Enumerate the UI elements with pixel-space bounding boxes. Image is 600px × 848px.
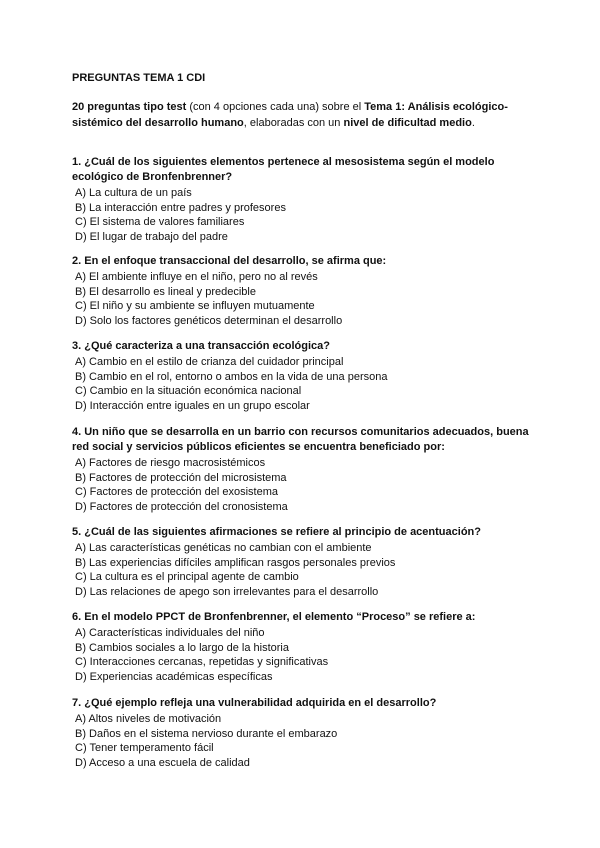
answer-option: C) El sistema de valores familiares bbox=[75, 216, 245, 229]
answer-option: A) Características individuales del niño bbox=[75, 627, 265, 639]
answer-option: B) El desarrollo es lineal y predecible bbox=[75, 285, 256, 298]
answer-option: A) Altos niveles de motivación bbox=[75, 713, 222, 725]
document-title: PREGUNTAS TEMA 1 CDI bbox=[72, 72, 206, 84]
intro-part6: . bbox=[471, 117, 475, 129]
question-title: 3. ¿Qué caracteriza a una transacción ecológica? bbox=[72, 340, 330, 352]
intro-part2: (con 4 opciones cada una) sobre el bbox=[186, 101, 365, 113]
answer-option: C) Cambio en la situación económica nacional bbox=[75, 385, 302, 398]
answer-option: B) Factores de protección del microsistema bbox=[75, 471, 287, 484]
answer-option: A) Las características genéticas no cambian con el ambiente bbox=[75, 542, 372, 554]
answer-option: D) Las relaciones de apego son irrelevantes para el desarrollo bbox=[75, 586, 379, 599]
intro-part1: 20 preguntas tipo test bbox=[72, 101, 187, 113]
question-5 bbox=[72, 525, 542, 600]
question-6 bbox=[72, 610, 542, 685]
answer-option: D) El lugar de trabajo del padre bbox=[75, 231, 228, 244]
answer-option: C) La cultura es el principal agente de cambio bbox=[75, 571, 299, 584]
question-2 bbox=[72, 254, 542, 329]
question-title: 7. ¿Qué ejemplo refleja una vulnerabilidad adquirida en el desarrollo? bbox=[72, 697, 437, 709]
question-1 bbox=[72, 155, 542, 245]
question-3 bbox=[72, 339, 542, 414]
question-4 bbox=[72, 425, 542, 515]
answer-option: D) Interacción entre iguales en un grupo escolar bbox=[75, 400, 310, 413]
answer-option: D) Acceso a una escuela de calidad bbox=[75, 757, 250, 770]
answer-option: C) Tener temperamento fácil bbox=[75, 742, 214, 755]
answer-option: C) El niño y su ambiente se influyen mutuamente bbox=[75, 300, 315, 313]
answer-option: A) El ambiente influye en el niño, pero no al revés bbox=[75, 271, 318, 283]
question-7 bbox=[72, 696, 542, 771]
question-title: 2. En el enfoque transaccional del desarrollo, se afirma que: bbox=[72, 255, 387, 267]
answer-option: A) Factores de riesgo macrosistémicos bbox=[75, 457, 266, 469]
answer-option: D) Factores de protección del cronosistema bbox=[75, 501, 288, 514]
intro-part5: nivel de dificultad medio bbox=[343, 117, 472, 129]
intro-paragraph bbox=[72, 99, 532, 131]
answer-option: B) Cambios sociales a lo largo de la historia bbox=[75, 641, 289, 654]
answer-option: C) Factores de protección del exosistema bbox=[75, 486, 278, 499]
answer-option: D) Experiencias académicas específicas bbox=[75, 671, 273, 684]
answer-option: B) Cambio en el rol, entorno o ambos en la vida de una persona bbox=[75, 370, 388, 383]
question-title: 1. ¿Cuál de los siguientes elementos pertenece al mesosistema según el modelo ecológico de Bronfenbrenner? bbox=[72, 156, 495, 183]
question-title: 6. En el modelo PPCT de Bronfenbrenner, el elemento “Proceso” se refiere a: bbox=[72, 611, 476, 623]
answer-option: B) La interacción entre padres y profesores bbox=[75, 201, 286, 214]
answer-option: B) Daños en el sistema nervioso durante el embarazo bbox=[75, 727, 338, 740]
answer-option: D) Solo los factores genéticos determinan el desarrollo bbox=[75, 315, 343, 328]
question-title: 5. ¿Cuál de las siguientes afirmaciones se refiere al principio de acentuación? bbox=[72, 526, 481, 538]
answer-option: A) Cambio en el estilo de crianza del cuidador principal bbox=[75, 356, 344, 368]
intro-part3: Tema 1: Análisis ecológico-sistémico del desarrollo humano bbox=[72, 101, 508, 129]
answer-option: B) Las experiencias difíciles amplifican rasgos personales previos bbox=[75, 556, 396, 569]
intro-part4: , elaboradas con un bbox=[243, 117, 344, 129]
answer-option: A) La cultura de un país bbox=[75, 187, 192, 199]
question-title: 4. Un niño que se desarrolla en un barrio con recursos comunitarios adecuados, buena red social y servicios públicos eficientes se encuentra beneficiado por: bbox=[72, 426, 529, 453]
answer-option: C) Interacciones cercanas, repetidas y significativas bbox=[75, 656, 329, 669]
